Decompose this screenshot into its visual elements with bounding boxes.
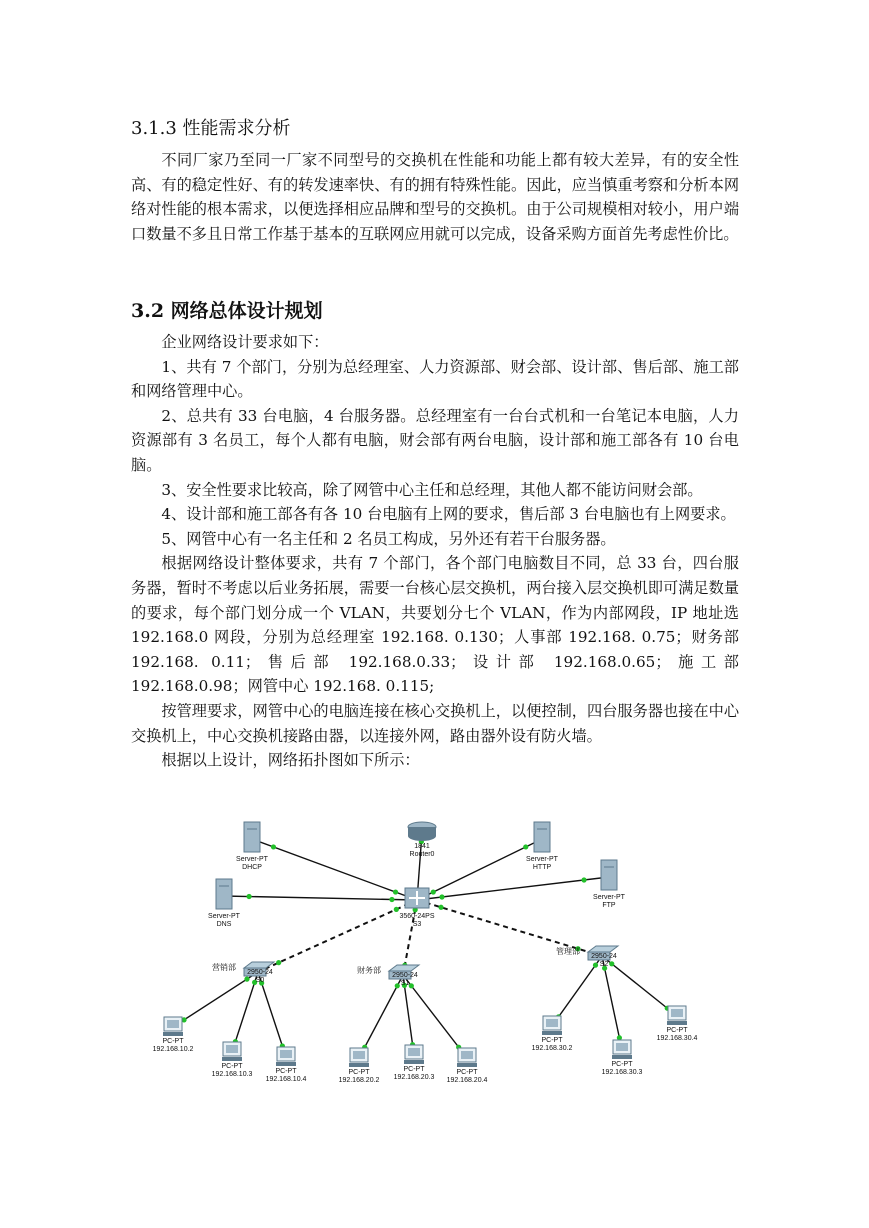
paragraph: 3、安全性要求比较高，除了网管中心主任和总经理，其他人都不能访问财会部。 bbox=[161, 480, 703, 499]
pc-keyboard-icon bbox=[667, 1021, 687, 1025]
link-status-dot bbox=[244, 977, 249, 982]
pc-type-label: PC-PT bbox=[221, 1063, 243, 1070]
server-icon bbox=[601, 860, 617, 890]
link-status-dot bbox=[593, 963, 598, 968]
core-switch-model-label: 3560-24PS bbox=[399, 913, 435, 920]
network-topology-diagram bbox=[140, 805, 730, 1105]
server-name-label: DNS bbox=[216, 921, 232, 928]
pc-ip-label: 192.168.10.4 bbox=[265, 1076, 307, 1083]
link-status-dot bbox=[395, 983, 400, 988]
pc-type-label: PC-PT bbox=[666, 1027, 688, 1034]
section-heading-3-1-3: 3.1.3 性能需求分析 bbox=[131, 118, 291, 139]
pc-type-label: PC-PT bbox=[611, 1061, 633, 1068]
pc-screen-icon bbox=[616, 1043, 628, 1051]
section-3-1-3-body bbox=[131, 148, 739, 246]
server-name-label: HTTP bbox=[532, 864, 552, 871]
section-3-2-body bbox=[131, 330, 739, 773]
pc-screen-icon bbox=[461, 1051, 473, 1059]
pc-type-label: PC-PT bbox=[348, 1069, 370, 1076]
pc-type-label: PC-PT bbox=[541, 1037, 563, 1044]
department-label: 营销部 bbox=[212, 963, 236, 972]
pc-screen-icon bbox=[546, 1019, 558, 1027]
paragraph: 5、网管中心有一名主任和 2 名员工构成，另外还有若干台服务器。 bbox=[161, 529, 616, 548]
paragraph: 1、共有 7 个部门，分别为总经理室、人力资源部、财会部、设计部、售后部、施工部和网络管理中心。 bbox=[131, 357, 739, 401]
server-name-label: DHCP bbox=[242, 864, 262, 871]
pc-type-label: PC-PT bbox=[275, 1068, 297, 1075]
paragraph: 根据以上设计，网络拓扑图如下所示： bbox=[161, 751, 420, 770]
pc-ip-label: 192.168.20.3 bbox=[393, 1074, 435, 1081]
pc-ip-label: 192.168.30.3 bbox=[601, 1069, 643, 1076]
link-core-server bbox=[224, 896, 417, 900]
core-switch-name-label: S3 bbox=[412, 921, 422, 928]
pc-keyboard-icon bbox=[163, 1032, 183, 1036]
pc-screen-icon bbox=[353, 1051, 365, 1059]
server-type-label: Server-PT bbox=[208, 913, 240, 920]
pc-screen-icon bbox=[671, 1009, 683, 1017]
pc-keyboard-icon bbox=[276, 1062, 296, 1066]
access-switch-name-label: S0 bbox=[255, 977, 265, 984]
pc-type-label: PC-PT bbox=[162, 1038, 184, 1045]
paragraph: 企业网络设计要求如下： bbox=[161, 333, 329, 351]
access-switch-name-label: S1 bbox=[400, 980, 410, 987]
link-core-server bbox=[417, 839, 542, 900]
link-status-dot bbox=[271, 844, 276, 849]
link-status-dot bbox=[438, 905, 443, 910]
pc-screen-icon bbox=[280, 1050, 292, 1058]
link-status-dot bbox=[523, 844, 528, 849]
server-name-label: FTP bbox=[602, 902, 616, 909]
pc-keyboard-icon bbox=[612, 1055, 632, 1059]
paragraph: 不同厂家乃至同一厂家不同型号的交换机在性能和功能上都有较大差异，有的安全性高、有的稳定性好、有的转发速率快、有的拥有特殊性能。因此，应当慎重考察和分析本网络对性能的根本需求，以便选择相应品牌和型号的交换机。由于公司规模相对较小，用户端口数量不多且日常工作基于基本的互联网应用就可以完成，设备采购方面首先考虑性价比。 bbox=[131, 151, 739, 243]
link-status-dot bbox=[439, 894, 444, 899]
link-status-dot bbox=[409, 983, 414, 988]
paragraph: 4、设计部和施工部各有各 10 台电脑有上网的要求，售后部 3 台电脑也有上网要求。 bbox=[161, 505, 736, 524]
pc-ip-label: 192.168.20.4 bbox=[446, 1077, 488, 1084]
pc-keyboard-icon bbox=[349, 1063, 369, 1067]
link-core-server bbox=[252, 839, 417, 900]
link-status-dot bbox=[246, 894, 251, 899]
router-name-label: Router0 bbox=[409, 851, 435, 858]
server-type-label: Server-PT bbox=[593, 894, 625, 901]
router-icon-base bbox=[408, 831, 436, 841]
department-label: 财务部 bbox=[357, 966, 381, 975]
access-switch-model-label: 2950-24 bbox=[392, 972, 418, 979]
router-model-label: 1841 bbox=[414, 843, 430, 850]
paragraph: 按管理要求，网管中心的电脑连接在核心交换机上，以便控制，四台服务器也接在中心交换机上，中心交换机接路由器，以连接外网，路由器外设有防火墙。 bbox=[131, 701, 739, 745]
pc-keyboard-icon bbox=[404, 1060, 424, 1064]
pc-screen-icon bbox=[408, 1048, 420, 1056]
server-icon bbox=[244, 822, 260, 852]
server-type-label: Server-PT bbox=[236, 856, 268, 863]
server-icon bbox=[216, 879, 232, 909]
pc-screen-icon bbox=[167, 1020, 179, 1028]
pc-ip-label: 192.168.10.2 bbox=[152, 1046, 194, 1053]
server-icon bbox=[534, 822, 550, 852]
link-core-server bbox=[417, 877, 609, 900]
access-switch-icon bbox=[389, 965, 419, 971]
access-switch-name-label: S2 bbox=[599, 961, 609, 968]
access-switch-model-label: 2950-24 bbox=[591, 953, 617, 960]
access-switch-icon bbox=[588, 946, 618, 952]
pc-ip-label: 192.168.20.2 bbox=[338, 1077, 380, 1084]
paragraph: 2、总共有 33 台电脑，4 台服务器。总经理室有一台台式机和一台笔记本电脑，人力资源部有 3 名员工，每个人都有电脑，财会部有两台电脑，设计部和施工部各有 10 台电脑。 bbox=[131, 406, 739, 474]
pc-keyboard-icon bbox=[457, 1063, 477, 1067]
pc-type-label: PC-PT bbox=[456, 1069, 478, 1076]
link-status-dot bbox=[431, 889, 436, 894]
link-status-dot bbox=[609, 961, 614, 966]
link-core-access-switch bbox=[258, 900, 417, 972]
link-status-dot bbox=[389, 897, 394, 902]
pc-ip-label: 192.168.30.4 bbox=[656, 1035, 698, 1042]
access-switch-model-label: 2950-24 bbox=[247, 969, 273, 976]
server-type-label: Server-PT bbox=[526, 856, 558, 863]
link-status-dot bbox=[393, 889, 398, 894]
paragraph: 根据网络设计整体要求，共有 7 个部门，各个部门电脑数目不同，总 33 台，四台服务器，暂时不考虑以后业务拓展，需要一台核心层交换机，两台接入层交换机即可满足数量的要求，每个部门划分成一个 VLAN，共要划分七个 VLAN，作为内部网段，IP 地址选 192.168.0 网段，分别为总经理室 192.168. 0.130；人事部 192.168. 0.75；财务部 192.168. 0.11；售后部 192.168.0.33；设计部 192.168.0.65；施工部 192.168.0.98；网管中心 192.168. 0.115; bbox=[131, 554, 739, 696]
section-heading-3-2: 3.2 网络总体设计规划 bbox=[131, 300, 323, 322]
link-status-dot bbox=[581, 877, 586, 882]
pc-ip-label: 192.168.30.2 bbox=[531, 1045, 573, 1052]
link-status-dot bbox=[276, 960, 281, 965]
pc-type-label: PC-PT bbox=[403, 1066, 425, 1073]
pc-keyboard-icon bbox=[222, 1057, 242, 1061]
pc-keyboard-icon bbox=[542, 1031, 562, 1035]
pc-screen-icon bbox=[226, 1045, 238, 1053]
pc-ip-label: 192.168.10.3 bbox=[211, 1071, 253, 1078]
department-label: 管理部 bbox=[556, 947, 580, 956]
link-status-dot bbox=[394, 907, 399, 912]
